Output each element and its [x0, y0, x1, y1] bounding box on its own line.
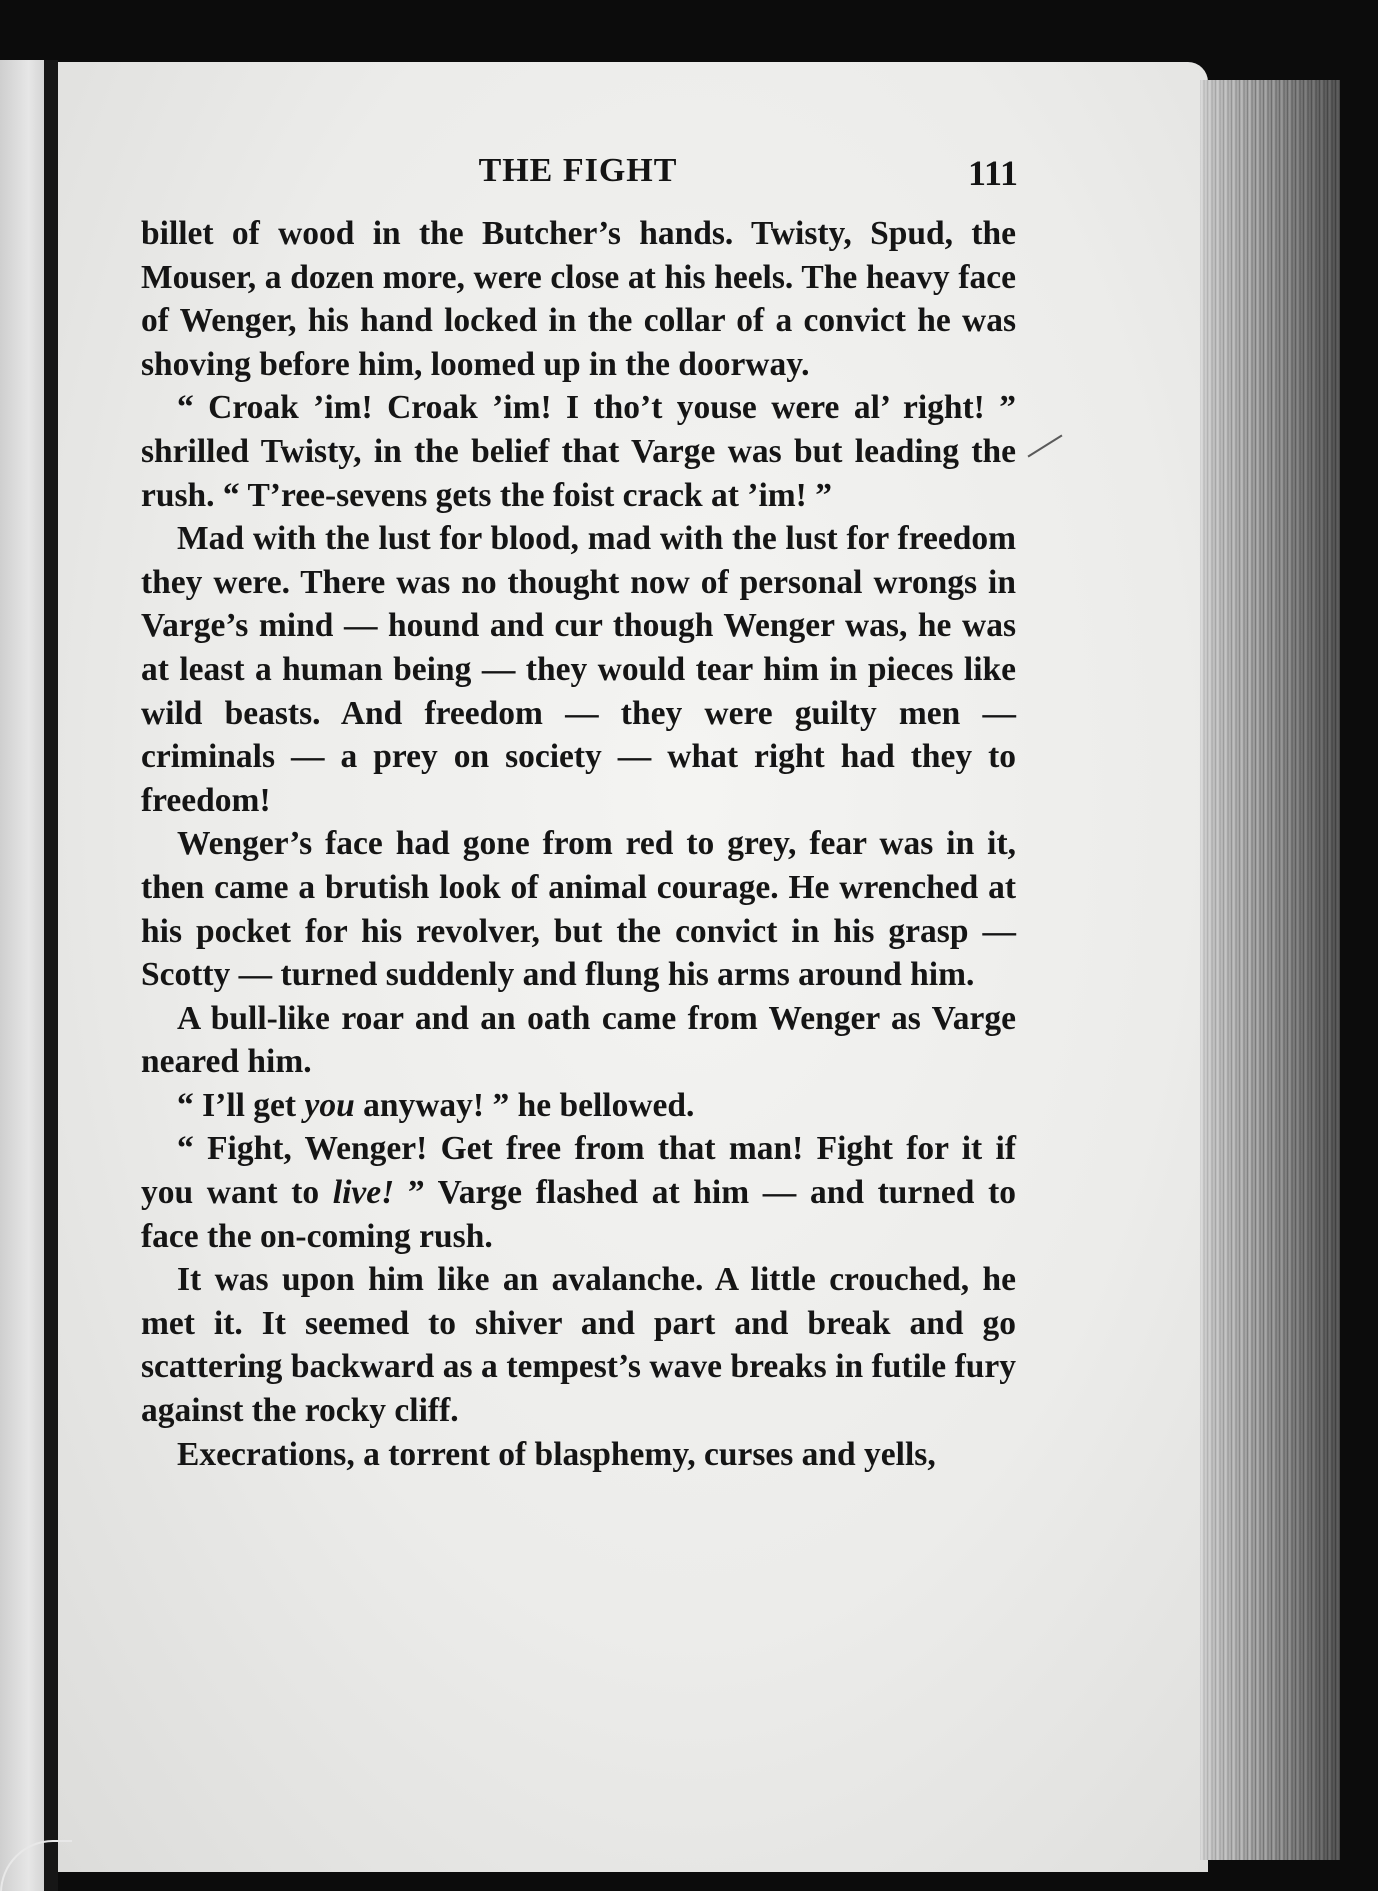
text-run: A bull-like roar and an oath came from Wenger as Varge neared him.: [141, 999, 1016, 1081]
paragraph: [141, 1258, 1016, 1432]
paragraph: [141, 386, 1016, 517]
paragraph: [141, 1433, 1016, 1477]
text-run: ” Varge flashed at him — and turned to face the on-coming rush.: [141, 1174, 1016, 1255]
page-header: [138, 152, 1018, 196]
page-number: 111: [967, 153, 1018, 193]
text-run: billet of wood in the Butcher’s hands. Twisty, Spud, the Mouser, a dozen more, were close at his heels. The heavy face of Wenger, his hand locked in the collar of a convict he was shoving before him, loomed up in the doorway.: [141, 215, 1016, 383]
text-run: Wenger’s face had gone from red to grey, fear was in it, then came a brutish look of animal courage. He wrenched at his pocket for his revolver, but the convict in his grasp — Scotty — turned suddenly and flung his arms around him.: [141, 825, 1016, 994]
paragraph: [141, 1127, 1016, 1258]
text-run: It was upon him like an avalanche. A little crouched, he met it. It seemed to shiver and part and break and go scattering backward as a tempest’s wave breaks in futile fury against the rocky cliff.: [141, 1261, 1016, 1430]
page-stack-shadow: [1200, 80, 1340, 1860]
text-run: Mad with the lust for blood, mad with the lust for freedom they were. There was no thought now of personal wrongs in Varge’s mind — hound and cur though Wenger was, he was at least a human being — they would tear him in pieces like wild beasts. And freedom — they were guilty men — criminals — a prey on society — what right had they to freedom!: [141, 520, 1016, 819]
running-head: THE FIGHT: [478, 152, 678, 189]
text-run: Execrations, a torrent of blasphemy, curses and yells,: [177, 1435, 936, 1473]
body-text: [141, 212, 1016, 1476]
text-run: anyway! ” he bellowed.: [354, 1086, 695, 1124]
paragraph: [141, 822, 1016, 996]
paragraph: [141, 1084, 1016, 1128]
text-run: “ I’ll get: [177, 1086, 305, 1124]
book-spine-shadow: [44, 60, 58, 1891]
paragraph: [141, 517, 1016, 822]
text-run: “ Croak ’im! Croak ’im! I tho’t youse were al’ right! ” shrilled Twisty, in the belief that Varge was but leading the rush. “ T’ree-sevens gets the foist crack at ’im! ”: [141, 389, 1016, 514]
text-run: “ Fight, Wenger! Get free from that man! Fight for it if you want to: [141, 1130, 1016, 1212]
italic-text: you: [304, 1086, 355, 1124]
paragraph: [141, 997, 1016, 1084]
paragraph: [141, 212, 1016, 386]
facing-page-edge: [0, 60, 48, 1891]
italic-text: live!: [332, 1174, 395, 1212]
